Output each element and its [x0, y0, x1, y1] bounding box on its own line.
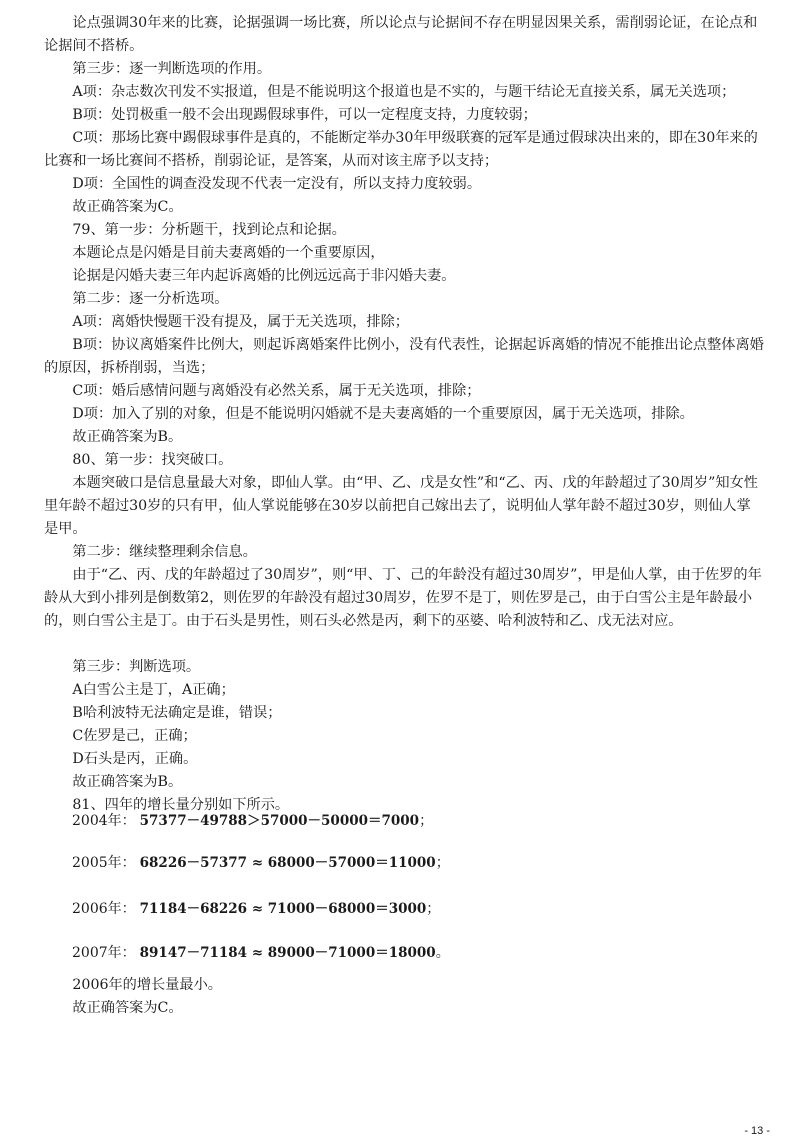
paragraph: B项：处罚极重一般不会出现踢假球事件，可以一定程度支持，力度较弱； [72, 107, 537, 123]
growth-row-2005 [72, 853, 450, 873]
growth-year: 2005年： [72, 855, 136, 871]
growth-year: 2007年： [72, 945, 136, 961]
paragraph: 80、第一步：找突破口。 [72, 452, 233, 468]
growth-row-end: ； [435, 855, 450, 871]
growth-year: 2006年： [72, 901, 136, 917]
growth-row-2006 [72, 899, 440, 919]
paragraph: B哈利波特无法确定是谁，错误； [72, 705, 282, 721]
paragraph: 由于“乙、丙、戊的年龄超过了30周岁”，则“甲、丁、己的年龄没有超过30周岁”，甲是仙人掌，由于佐罗的年龄从大到小排列是倒数第2，则佐罗的年龄没有超过30周岁，佐罗不是丁，则佐罗是己，由于白雪公主是年龄最小的，则白雪公主是丁。由于石头是男性，则石头必然是丙，剩下的巫婆、哈利波特和乙、戊无法对应。 [44, 567, 762, 629]
paragraph: 故正确答案为C。 [72, 199, 183, 215]
paragraph: 论据是闪婚夫妻三年内起诉离婚的比例远远高于非闪婚夫妻。 [72, 268, 456, 284]
paragraph: B项：协议离婚案件比例大，则起诉离婚案件比例小，没有代表性，论据起诉离婚的情况不能推出论点整体离婚的原因，拆桥削弱，当选； [44, 337, 764, 376]
growth-row-end: 。 [435, 945, 450, 961]
paragraph: 本题突破口是信息量最大对象，即仙人掌。由“甲、乙、戊是女性”和“乙、丙、戊的年龄超过了30周岁”知女性里年龄不超过30岁的只有甲，仙人掌说能够在30岁以前把自己嫁出去了，说明仙人掌年龄不超过30岁，则仙人掌是甲。 [44, 475, 758, 537]
page-number: - 13 - [744, 1125, 770, 1137]
paragraph: A白雪公主是丁，A正确； [72, 682, 235, 698]
growth-row-end: ； [419, 813, 434, 829]
paragraph: 第三步：判断选项。 [72, 659, 201, 675]
growth-row-2004 [72, 811, 433, 831]
paragraph: C项：婚后感情问题与离婚没有必然关系，属于无关选项，排除； [72, 383, 481, 399]
paragraph: 故正确答案为C。 [72, 1000, 183, 1016]
paragraph: D石头是丙，正确。 [72, 751, 198, 767]
paragraph: 故正确答案为B。 [72, 774, 183, 790]
paragraph: 第二步：逐一分析选项。 [72, 291, 229, 307]
growth-expression: 71184－68226 ≈ 71000－68000＝3000 [139, 901, 427, 917]
paragraph: 79、第一步：分析题干，找到论点和论据。 [72, 222, 346, 238]
paragraph: 论点强调30年来的比赛，论据强调一场比赛，所以论点与论据间不存在明显因果关系，需削弱论证，在论点和论据间不搭桥。 [44, 15, 758, 54]
paragraph: C项：那场比赛中踢假球事件是真的，不能断定举办30年甲级联赛的冠军是通过假球决出来的，即在30年来的比赛和一场比赛间不搭桥，削弱论证，是答案，从而对该主席予以支持； [44, 130, 758, 169]
paragraph: C佐罗是己，正确； [72, 728, 197, 744]
paragraph: A项：离婚快慢题干没有提及，属于无关选项，排除； [72, 314, 409, 330]
paragraph: D项：全国性的调查没发现不代表一定没有，所以支持力度较弱。 [72, 176, 482, 192]
growth-expression: 68226－57377 ≈ 68000－57000＝11000 [139, 855, 436, 871]
growth-row-end: ； [426, 901, 441, 917]
growth-expression: 89147－71184 ≈ 89000－71000＝18000 [139, 945, 436, 961]
growth-year: 2004年： [72, 813, 136, 829]
growth-expression: 57377－49788＞57000－50000＝7000 [139, 813, 420, 829]
paragraph: 2006年的增长量最小。 [72, 977, 222, 993]
paragraph: 故正确答案为B。 [72, 429, 183, 445]
paragraph: 本题论点是闪婚是目前夫妻离婚的一个重要原因， [72, 245, 385, 261]
paragraph: 第三步：逐一判断选项的作用。 [72, 61, 272, 77]
paragraph: 第二步：继续整理剩余信息。 [72, 544, 257, 560]
growth-row-2007 [72, 943, 450, 963]
paragraph: D项：加入了别的对象，但是不能说明闪婚就不是夫妻离婚的一个重要原因，属于无关选项，排除。 [72, 406, 694, 422]
paragraph: 81、四年的增长量分别如下所示。 [72, 797, 290, 813]
paragraph: A项：杂志数次刊发不实报道，但是不能说明这个报道也是不实的，与题干结论无直接关系，属无关选项； [72, 84, 736, 100]
